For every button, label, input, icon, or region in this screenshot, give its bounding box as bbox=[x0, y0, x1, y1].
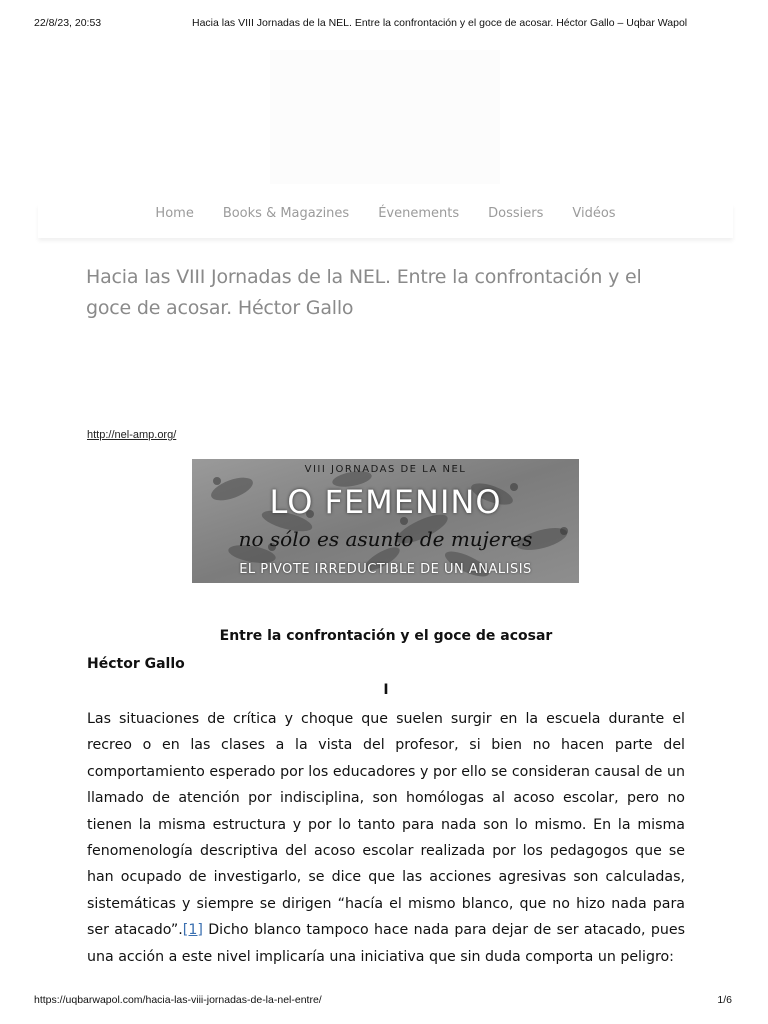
article-author: Héctor Gallo bbox=[87, 656, 185, 672]
print-url: https://uqbarwapol.com/hacia-las-viii-jornadas-de-la-nel-entre/ bbox=[34, 994, 322, 1006]
article-paragraph bbox=[87, 706, 685, 970]
paragraph-text-2: Dicho blanco tampoco hace nada para dejar de ser atacado, pues una acción a este nivel implicaría una iniciativa que sin duda comporta un peligro: bbox=[87, 922, 685, 965]
nav-videos[interactable]: Vidéos bbox=[572, 206, 616, 221]
print-header bbox=[34, 17, 732, 31]
banner-line-4: EL PIVOTE IRREDUCTIBLE DE UN ANALISIS bbox=[239, 562, 532, 577]
jornadas-banner-image bbox=[192, 459, 579, 583]
print-footer bbox=[34, 994, 732, 1008]
nav-books-magazines[interactable]: Books & Magazines bbox=[222, 206, 350, 221]
banner-line-3: no sólo es asunto de mujeres bbox=[238, 527, 533, 551]
post-title: Hacia las VIII Jornadas de la NEL. Entre la confrontación y el goce de acosar. Héctor Gallo bbox=[86, 266, 642, 319]
nav-evenements[interactable]: Évenements bbox=[378, 206, 460, 221]
article-subheading: Entre la confrontación y el goce de acosar bbox=[219, 628, 553, 644]
nav-home[interactable]: Home bbox=[155, 206, 194, 221]
main-navigation bbox=[38, 204, 733, 238]
print-page-count: 1/6 bbox=[717, 994, 732, 1006]
site-logo-area[interactable] bbox=[270, 50, 500, 184]
print-datetime: 22/8/23, 20:53 bbox=[34, 17, 102, 29]
banner-line-2: LO FEMENINO bbox=[269, 483, 502, 521]
source-link[interactable]: http://nel-amp.org/ bbox=[87, 429, 177, 441]
banner-line-1: VIII JORNADAS DE LA NEL bbox=[304, 464, 467, 475]
paragraph-text-1: Las situaciones de crítica y choque que suelen surgir en la escuela durante el recreo o en las clases a la vista del profesor, si bien no hacen parte del comportamiento esperado por los educadores y por ello se consideran causal de un llamado de atención por indisciplina, son homólogas al acoso escolar, pero no tienen la misma estructura y por lo tanto para nada son lo mismo. En la misma fenomenología descriptiva del acoso escolar realizada por los pedagogos que se han ocupado de investigarlo, se dice que las acciones agresivas son calculadas, sistemáticas y siempre se dirigen “hacía el mismo blanco, que no hizo nada para ser atacado”. bbox=[87, 711, 685, 939]
print-page-title: Hacia las VIII Jornadas de la NEL. Entre la confrontación y el goce de acosar. Héctor Gallo – Uqbar Wapol bbox=[192, 17, 688, 29]
footnote-link[interactable]: [1] bbox=[182, 922, 203, 939]
section-numeral: I bbox=[383, 682, 389, 698]
nav-dossiers[interactable]: Dossiers bbox=[488, 206, 544, 221]
